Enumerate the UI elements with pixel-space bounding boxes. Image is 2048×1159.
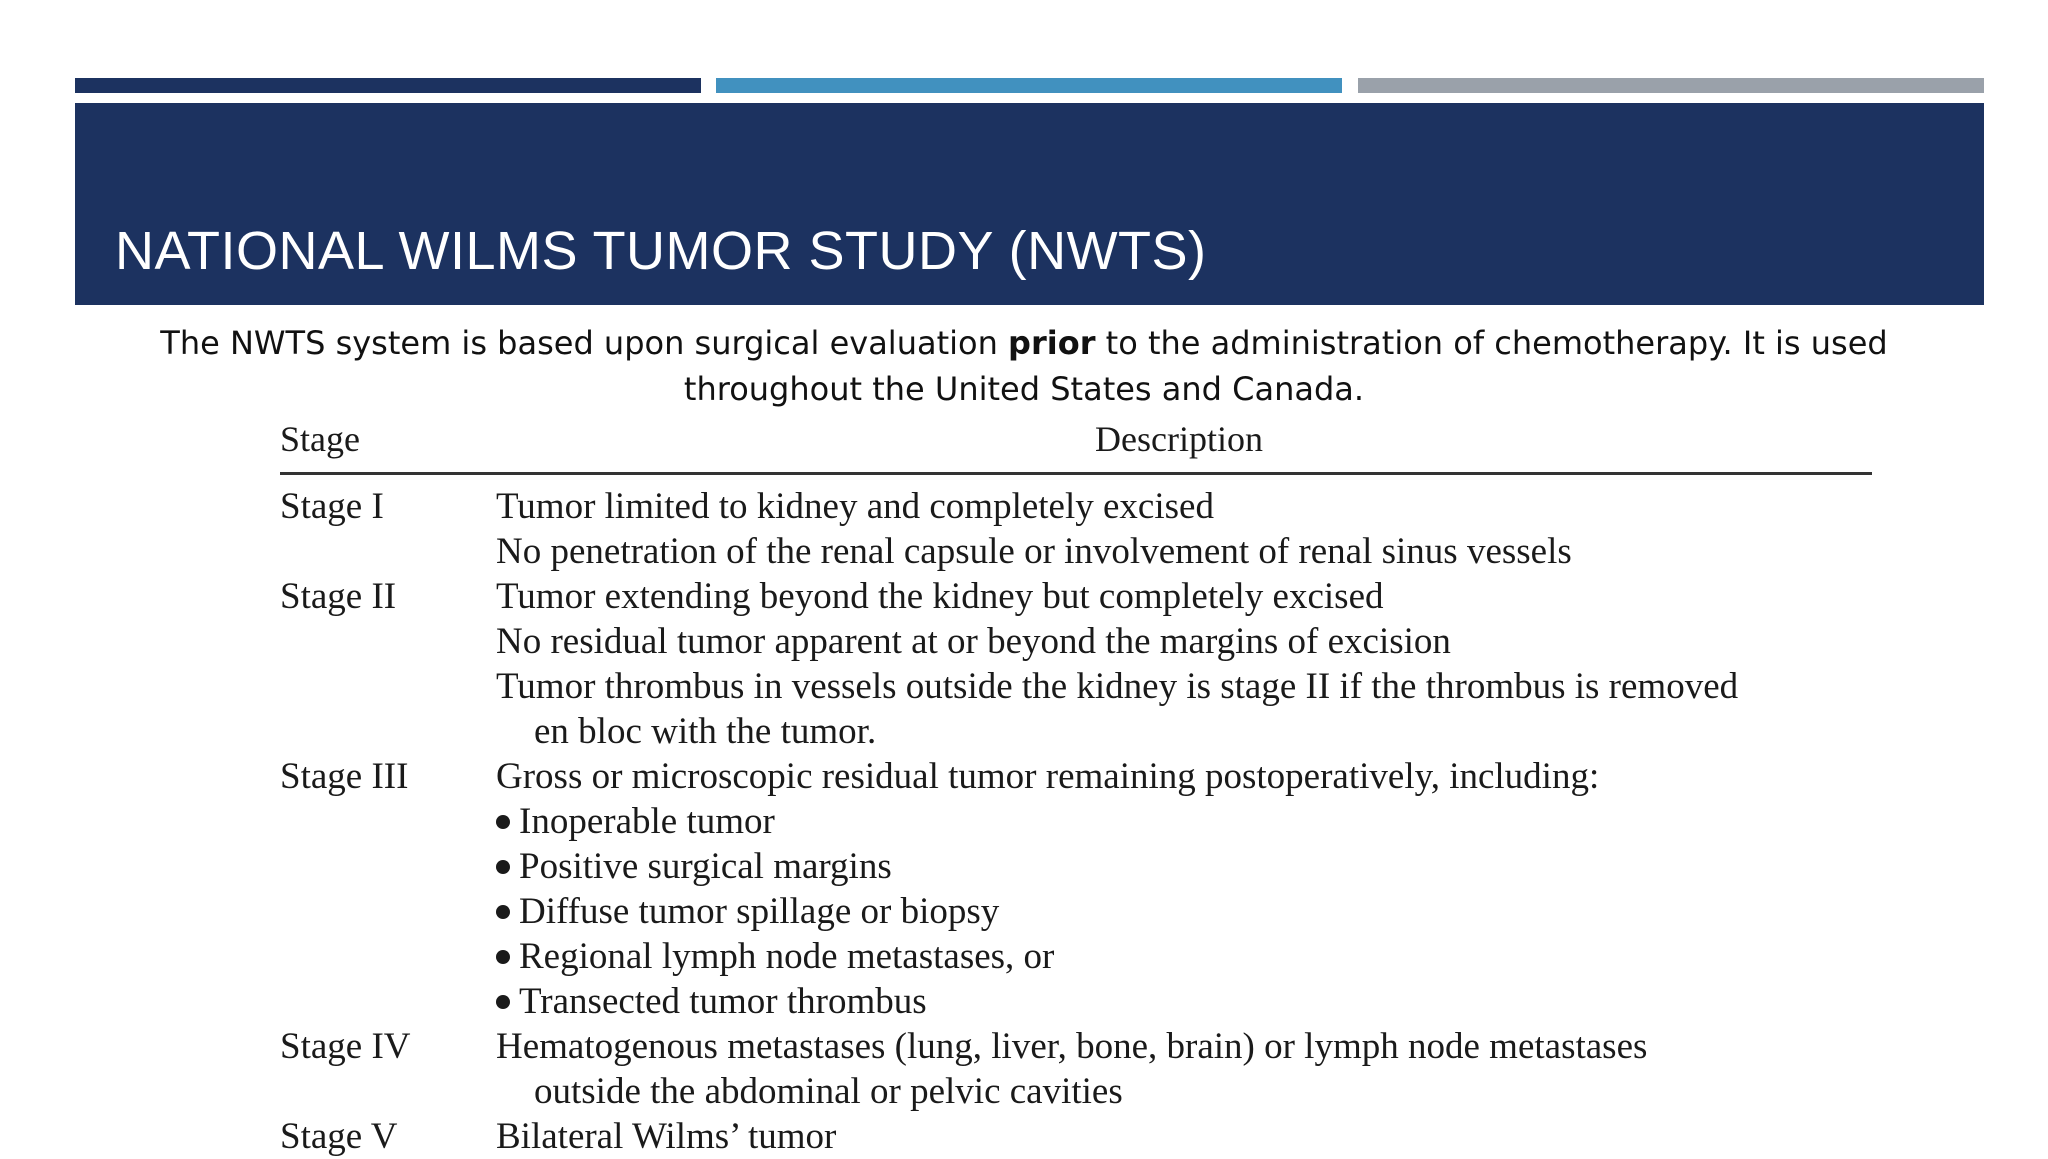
stage-description xyxy=(496,484,1872,574)
bullet-text: Regional lymph node metastases, or xyxy=(519,936,1055,977)
accent-bar-light-blue xyxy=(716,78,1342,93)
bullet-icon xyxy=(496,860,510,874)
intro-text-end: to the administration of chemotherapy. It is used throughout the United States and Canada. xyxy=(683,324,1888,408)
bullet-icon xyxy=(496,815,510,829)
description-line: Bilateral Wilms’ tumor xyxy=(496,1116,837,1157)
intro-bold-word: prior xyxy=(1008,324,1096,362)
description-line: Gross or microscopic residual tumor remaining postoperatively, including: xyxy=(496,756,1600,797)
bullet-text: Positive surgical margins xyxy=(519,846,892,887)
accent-bar-gray xyxy=(1358,78,1984,93)
description-line: Hematogenous metastases (lung, liver, bone, brain) or lymph node metastases xyxy=(496,1026,1648,1067)
bullet-item xyxy=(496,799,1872,844)
description-continuation-line: outside the abdominal or pelvic cavities xyxy=(534,1071,1123,1112)
bullet-item xyxy=(496,979,1872,1024)
table-header xyxy=(280,416,1872,474)
header-stage: Stage xyxy=(280,419,360,459)
description-line: No penetration of the renal capsule or involvement of renal sinus vessels xyxy=(496,531,1572,572)
staging-table xyxy=(280,416,1872,1157)
description-line: Tumor extending beyond the kidney but completely excised xyxy=(496,576,1384,617)
stage-description xyxy=(496,1024,1872,1114)
table-row-stage-2 xyxy=(280,574,1872,754)
header-description: Description xyxy=(1095,419,1263,459)
stage-label: Stage II xyxy=(280,576,397,617)
stage-label: Stage V xyxy=(280,1116,398,1157)
table-row-stage-3 xyxy=(280,754,1872,1024)
bullet-icon xyxy=(496,995,510,1009)
table-row-stage-1 xyxy=(280,484,1872,574)
bullet-icon xyxy=(496,905,510,919)
description-continuation-line: en bloc with the tumor. xyxy=(534,711,877,752)
slide-title: NATIONAL WILMS TUMOR STUDY (NWTS) xyxy=(115,221,1207,281)
title-banner xyxy=(75,103,1984,305)
bullet-item xyxy=(496,889,1872,934)
table-row-stage-4 xyxy=(280,1024,1872,1114)
description-line: Tumor thrombus in vessels outside the kidney is stage II if the thrombus is removed xyxy=(496,666,1739,707)
stage-description xyxy=(496,1114,1872,1159)
bullet-item xyxy=(496,934,1872,979)
accent-bar-dark-blue xyxy=(75,78,701,93)
stage-description xyxy=(496,574,1872,754)
bullet-text: Inoperable tumor xyxy=(519,801,775,842)
bullet-icon xyxy=(496,950,510,964)
stage-label: Stage I xyxy=(280,486,384,527)
bullet-text: Diffuse tumor spillage or biopsy xyxy=(519,891,1000,932)
stage-description xyxy=(496,754,1872,1024)
table-body xyxy=(280,484,1872,1159)
intro-paragraph xyxy=(150,320,1898,412)
stage-label: Stage III xyxy=(280,756,409,797)
bullet-item xyxy=(496,844,1872,889)
header-rule xyxy=(280,472,1872,475)
table-row-stage-5 xyxy=(280,1114,1872,1159)
stage-label: Stage IV xyxy=(280,1026,411,1067)
intro-text-start: The NWTS system is based upon surgical evaluation xyxy=(160,324,1009,362)
bullet-text: Transected tumor thrombus xyxy=(519,981,927,1022)
description-line: No residual tumor apparent at or beyond the margins of excision xyxy=(496,621,1451,662)
description-line: Tumor limited to kidney and completely excised xyxy=(496,486,1214,527)
